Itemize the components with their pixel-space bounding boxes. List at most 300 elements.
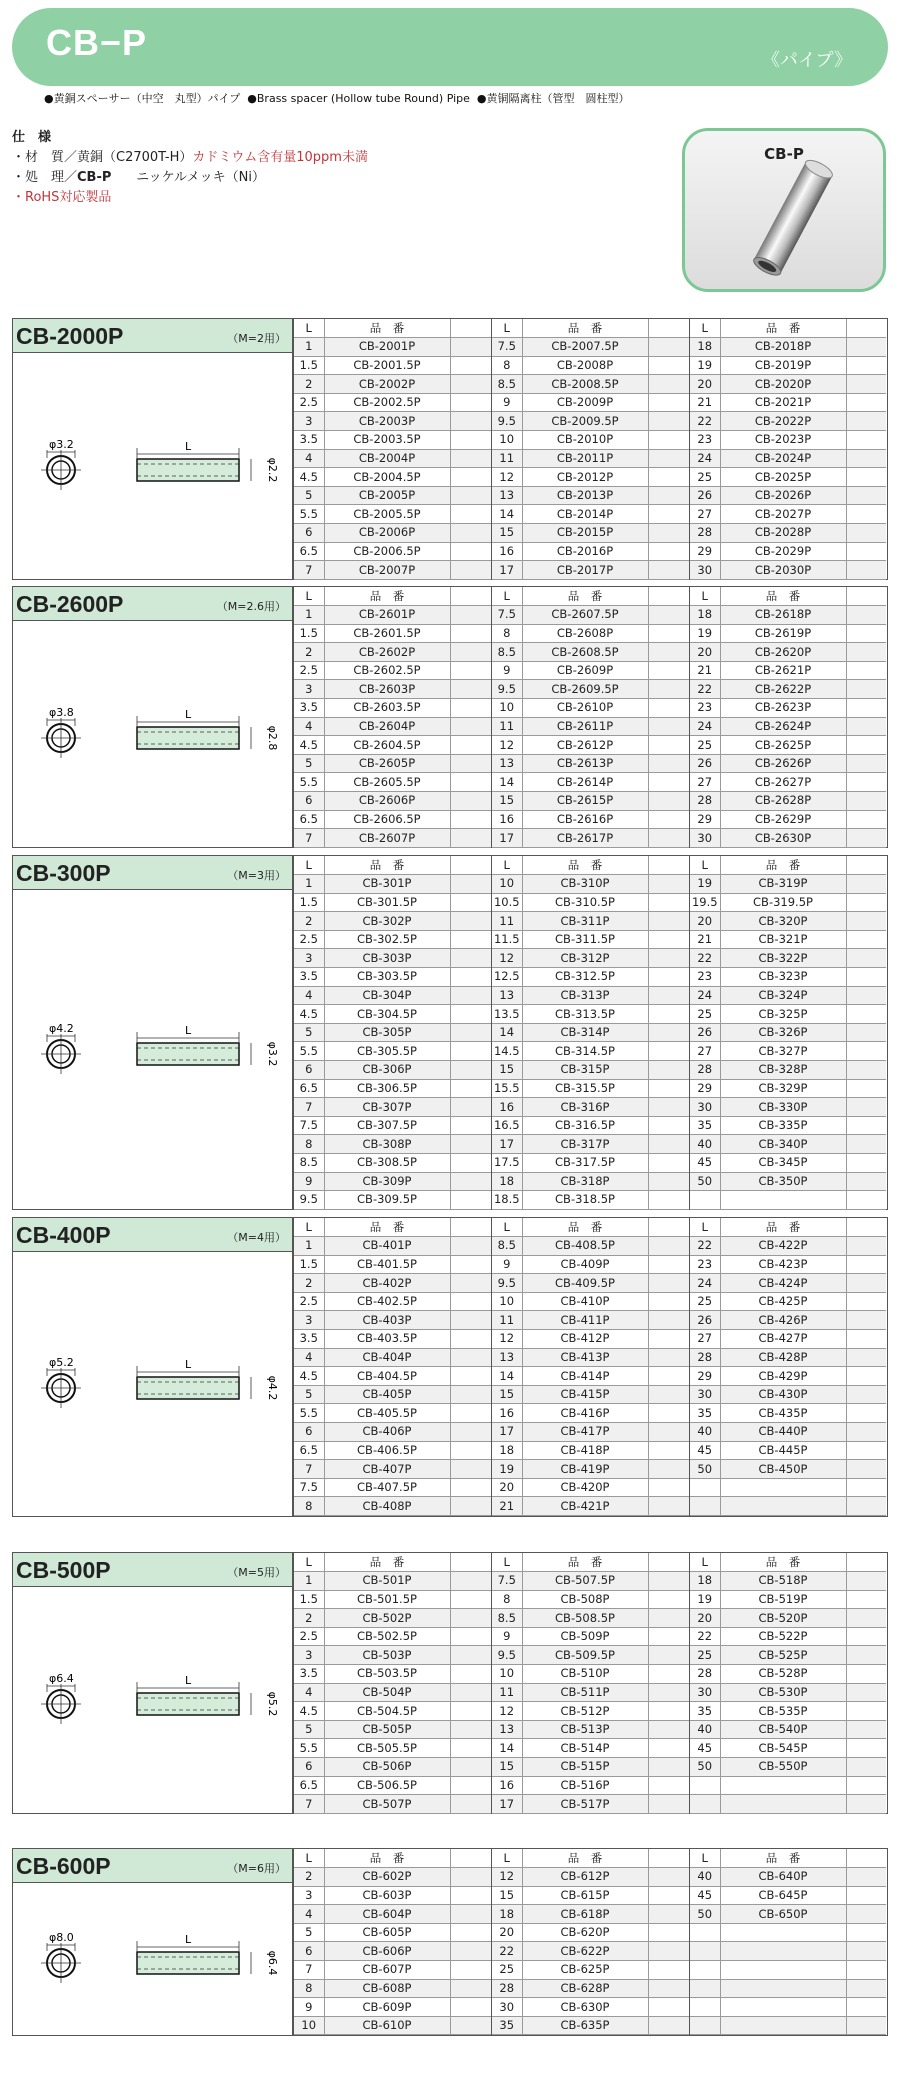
table-row: [294, 1665, 491, 1684]
part-number-cell: CB-2623P: [720, 699, 846, 718]
length-cell: 14: [492, 1023, 522, 1042]
part-number-cell: CB-504P: [324, 1683, 450, 1702]
part-number-cell: CB-301.5P: [324, 893, 450, 912]
blank-cell: [846, 1979, 886, 1998]
length-cell: 13.5: [492, 1005, 522, 1024]
col-header-empty: [648, 1218, 689, 1237]
blank-cell: [450, 1385, 491, 1404]
blank-cell: [648, 375, 689, 394]
col-header-empty: [846, 1218, 886, 1237]
length-cell: 2: [294, 375, 324, 394]
part-number-cell: CB-408.5P: [522, 1237, 648, 1256]
material-label: ・材 質／黄銅（C2700T-H）: [12, 150, 193, 165]
length-cell: 14: [492, 773, 522, 792]
length-cell: 8: [492, 356, 522, 375]
length-cell: 23: [690, 968, 720, 987]
table-row: [690, 393, 886, 412]
part-number-cell: CB-2025P: [720, 468, 846, 487]
blank-cell: [648, 1758, 689, 1777]
col-header-l: L: [690, 1849, 720, 1868]
table-row: [294, 661, 491, 680]
blank-cell: [846, 736, 886, 755]
blank-cell: [450, 1739, 491, 1758]
length-cell: 40: [690, 1868, 720, 1887]
length-cell: 11: [492, 449, 522, 468]
part-number-cell: CB-304P: [324, 986, 450, 1005]
part-number-cell: CB-403P: [324, 1311, 450, 1330]
part-number-cell: CB-325P: [720, 1005, 846, 1024]
blank-cell: [450, 1497, 491, 1516]
length-cell: 21: [492, 1497, 522, 1516]
table-row: [690, 1116, 886, 1135]
part-number-cell: CB-2009.5P: [522, 412, 648, 431]
blank-cell: [648, 1172, 689, 1191]
table-row: [492, 375, 689, 394]
part-number-cell: CB-440P: [720, 1423, 846, 1442]
section-header: [13, 1849, 292, 1883]
table-row: [492, 930, 689, 949]
part-number-cell: CB-2617P: [522, 829, 648, 848]
col-header-l: L: [492, 587, 522, 606]
table-row: [690, 1154, 886, 1173]
blank-cell: [648, 1098, 689, 1117]
pipe-side-view: [137, 727, 239, 749]
blank-cell: [450, 680, 491, 699]
length-cell: 26: [690, 1023, 720, 1042]
length-cell: 6: [294, 524, 324, 543]
table-row: [294, 1979, 491, 1998]
part-number-cell: [720, 1776, 846, 1795]
part-number-cell: CB-2012P: [522, 468, 648, 487]
blank-cell: [846, 1116, 886, 1135]
blank-cell: [846, 1154, 886, 1173]
part-number-cell: CB-430P: [720, 1385, 846, 1404]
blank-cell: [450, 1423, 491, 1442]
part-number-cell: CB-628P: [522, 1979, 648, 1998]
blank-cell: [846, 1441, 886, 1460]
part-number-cell: CB-316.5P: [522, 1116, 648, 1135]
table-row: [690, 1274, 886, 1293]
table-row: [294, 1005, 491, 1024]
length-cell: 2: [294, 1868, 324, 1887]
blank-cell: [846, 1609, 886, 1628]
table-row: [294, 949, 491, 968]
table-group: [293, 587, 491, 847]
table-row: [690, 338, 886, 357]
blank-cell: [846, 1646, 886, 1665]
table-row: [294, 1441, 491, 1460]
table-row: [294, 1572, 491, 1591]
length-cell: 9.5: [492, 1274, 522, 1293]
part-number-cell: CB-306P: [324, 1061, 450, 1080]
length-cell: 5: [294, 1923, 324, 1942]
table-row: [294, 1961, 491, 1980]
table-row: [690, 356, 886, 375]
table-row: [294, 561, 491, 580]
table-row: [690, 1572, 886, 1591]
table-row: [492, 1942, 689, 1961]
length-cell: 27: [690, 1042, 720, 1061]
col-header-part: 品 番: [720, 1553, 846, 1572]
part-number-cell: CB-2023P: [720, 431, 846, 450]
blank-cell: [648, 1720, 689, 1739]
table-row: [294, 1255, 491, 1274]
blank-cell: [846, 1961, 886, 1980]
table-row: [690, 449, 886, 468]
length-cell: 5.5: [294, 773, 324, 792]
inner-diameter-label: φ5.2: [266, 1691, 279, 1717]
part-number-cell: CB-540P: [720, 1720, 846, 1739]
blank-cell: [450, 968, 491, 987]
section-name: CB-2600P: [16, 591, 124, 617]
table-row: [294, 375, 491, 394]
table-row: [690, 1627, 886, 1646]
length-cell: 50: [690, 1460, 720, 1479]
part-number-cell: CB-303.5P: [324, 968, 450, 987]
table-row: [690, 680, 886, 699]
blank-cell: [846, 1098, 886, 1117]
table-row: [294, 356, 491, 375]
part-number-cell: CB-512P: [522, 1702, 648, 1721]
length-cell: 8.5: [492, 375, 522, 394]
length-cell: 7.5: [294, 1478, 324, 1497]
length-cell: 1.5: [294, 893, 324, 912]
blank-cell: [648, 1255, 689, 1274]
blank-cell: [846, 754, 886, 773]
table-group: [491, 1849, 689, 2035]
length-cell: 15: [492, 1886, 522, 1905]
table-row: [294, 717, 491, 736]
blank-cell: [846, 949, 886, 968]
length-cell: 3: [294, 412, 324, 431]
length-cell: 5.5: [294, 1042, 324, 1061]
length-cell: 14: [492, 1739, 522, 1758]
table-row: [690, 1923, 886, 1942]
length-cell: 19: [690, 356, 720, 375]
dimension-drawing: [13, 890, 292, 1209]
spec-section: [12, 1217, 888, 1517]
length-cell: 7: [294, 829, 324, 848]
length-cell: 4: [294, 717, 324, 736]
blank-cell: [450, 1776, 491, 1795]
blank-cell: [846, 792, 886, 811]
inner-diameter-label: φ4.2: [266, 1375, 279, 1401]
table-row: [690, 1191, 886, 1210]
table-row: [492, 561, 689, 580]
part-number-cell: CB-321P: [720, 930, 846, 949]
length-cell: 5: [294, 1720, 324, 1739]
length-cell: 8: [492, 624, 522, 643]
part-number-cell: CB-2615P: [522, 792, 648, 811]
blank-cell: [648, 717, 689, 736]
blank-cell: [846, 375, 886, 394]
length-cell: 4: [294, 449, 324, 468]
length-cell: 19: [690, 1590, 720, 1609]
dimension-drawing: [13, 1883, 292, 2035]
table-row: [294, 431, 491, 450]
part-number-cell: CB-305.5P: [324, 1042, 450, 1061]
blank-cell: [450, 1135, 491, 1154]
part-number-cell: CB-410P: [522, 1292, 648, 1311]
length-cell: 18: [492, 1172, 522, 1191]
table-row: [294, 1942, 491, 1961]
length-cell: 7: [294, 1795, 324, 1814]
part-number-cell: CB-303P: [324, 949, 450, 968]
blank-cell: [450, 792, 491, 811]
blank-cell: [450, 810, 491, 829]
pipe-side-view: [137, 1043, 239, 1065]
col-header-empty: [450, 1218, 491, 1237]
table-row: [492, 717, 689, 736]
part-number-cell: CB-322P: [720, 949, 846, 968]
table-row: [690, 1478, 886, 1497]
part-number-cell: CB-2016P: [522, 542, 648, 561]
col-header-part: 品 番: [522, 856, 648, 875]
blank-cell: [450, 717, 491, 736]
part-number-cell: CB-422P: [720, 1237, 846, 1256]
length-cell: 9: [492, 1255, 522, 1274]
table-row: [492, 1191, 689, 1210]
length-cell: 26: [690, 754, 720, 773]
length-cell: [690, 1497, 720, 1516]
pipe-side-view: [137, 459, 239, 481]
table-row: [294, 1497, 491, 1516]
part-number-cell: CB-406.5P: [324, 1441, 450, 1460]
table-row: [492, 754, 689, 773]
part-number-cell: CB-418P: [522, 1441, 648, 1460]
dimension-drawing-svg: [13, 1587, 293, 1813]
length-cell: 25: [690, 736, 720, 755]
blank-cell: [648, 912, 689, 931]
part-number-cell: CB-301P: [324, 875, 450, 894]
length-cell: 6.5: [294, 1079, 324, 1098]
section-header: [13, 856, 292, 890]
part-number-cell: CB-2028P: [720, 524, 846, 543]
blank-cell: [450, 1460, 491, 1479]
blank-cell: [846, 773, 886, 792]
col-header-empty: [450, 319, 491, 338]
part-number-cell: CB-2011P: [522, 449, 648, 468]
length-cell: 27: [690, 505, 720, 524]
part-number-cell: CB-2007P: [324, 561, 450, 580]
table-row: [294, 1423, 491, 1442]
table-group: [689, 1849, 886, 2035]
part-number-cell: CB-506.5P: [324, 1776, 450, 1795]
blank-cell: [450, 699, 491, 718]
length-cell: 45: [690, 1154, 720, 1173]
part-number-cell: CB-530P: [720, 1683, 846, 1702]
blank-cell: [846, 1590, 886, 1609]
col-header-empty: [648, 856, 689, 875]
length-cell: 3: [294, 680, 324, 699]
part-number-cell: CB-2006.5P: [324, 542, 450, 561]
part-number-cell: CB-2607.5P: [522, 606, 648, 625]
length-cell: 1: [294, 1237, 324, 1256]
part-number-cell: CB-2608.5P: [522, 643, 648, 662]
table-row: [294, 1646, 491, 1665]
table-row: [492, 1702, 689, 1721]
table-row: [690, 624, 886, 643]
table-row: [294, 606, 491, 625]
blank-cell: [648, 986, 689, 1005]
table-row: [690, 1609, 886, 1628]
part-number-cell: CB-620P: [522, 1923, 648, 1942]
blank-cell: [450, 412, 491, 431]
table-row: [492, 1255, 689, 1274]
part-number-cell: CB-323P: [720, 968, 846, 987]
part-number-cell: CB-307P: [324, 1098, 450, 1117]
part-number-cell: CB-307.5P: [324, 1116, 450, 1135]
treatment-value: ニッケルメッキ（Ni）: [136, 170, 265, 185]
table-row: [690, 1023, 886, 1042]
description-cn: ●黄铜隔离柱（管型 圆柱型）: [476, 92, 630, 105]
outer-diameter-label: φ4.2: [49, 1022, 74, 1035]
part-number-cell: CB-415P: [522, 1385, 648, 1404]
part-number-cell: CB-2605P: [324, 754, 450, 773]
treatment-code: CB-P: [77, 170, 112, 185]
length-cell: 7: [294, 561, 324, 580]
table-row: [294, 1172, 491, 1191]
blank-cell: [846, 468, 886, 487]
part-number-cell: CB-403.5P: [324, 1330, 450, 1349]
length-cell: 4: [294, 1683, 324, 1702]
table-row: [294, 1348, 491, 1367]
table-row: [690, 1005, 886, 1024]
blank-cell: [846, 699, 886, 718]
part-number-cell: CB-308.5P: [324, 1154, 450, 1173]
blank-cell: [450, 1665, 491, 1684]
blank-cell: [846, 561, 886, 580]
blank-cell: [846, 542, 886, 561]
part-number-cell: CB-302.5P: [324, 930, 450, 949]
blank-cell: [846, 893, 886, 912]
part-number-cell: CB-610P: [324, 2016, 450, 2035]
length-cell: 45: [690, 1739, 720, 1758]
part-number-cell: CB-650P: [720, 1905, 846, 1924]
table-row: [690, 1292, 886, 1311]
table-row: [690, 1776, 886, 1795]
part-number-cell: [720, 1923, 846, 1942]
part-number-cell: CB-413P: [522, 1348, 648, 1367]
spec-section: [12, 1848, 888, 2036]
part-number-cell: CB-2014P: [522, 505, 648, 524]
pipe-side-view: [137, 1952, 239, 1974]
table-row: [294, 1609, 491, 1628]
length-cell: 6.5: [294, 542, 324, 561]
table-row: [690, 1942, 886, 1961]
part-number-cell: CB-414P: [522, 1367, 648, 1386]
table-row: [492, 1005, 689, 1024]
length-cell: [690, 1961, 720, 1980]
table-row: [492, 1154, 689, 1173]
table-row: [492, 829, 689, 848]
part-number-cell: CB-319P: [720, 875, 846, 894]
table-row: [492, 1683, 689, 1702]
blank-cell: [450, 1005, 491, 1024]
blank-cell: [846, 524, 886, 543]
length-label: L: [185, 708, 192, 721]
part-number-cell: CB-2003P: [324, 412, 450, 431]
blank-cell: [648, 431, 689, 450]
table-group: [491, 1218, 689, 1516]
length-cell: 9.5: [492, 412, 522, 431]
table-row: [294, 1478, 491, 1497]
length-cell: 20: [690, 375, 720, 394]
table-row: [294, 1460, 491, 1479]
blank-cell: [450, 1367, 491, 1386]
blank-cell: [846, 1795, 886, 1814]
length-cell: 12: [492, 736, 522, 755]
table-row: [294, 412, 491, 431]
length-cell: 30: [690, 1683, 720, 1702]
part-number-cell: CB-404P: [324, 1348, 450, 1367]
part-number-cell: CB-2628P: [720, 792, 846, 811]
part-number-cell: CB-501P: [324, 1572, 450, 1591]
part-number-cell: CB-305P: [324, 1023, 450, 1042]
blank-cell: [648, 1023, 689, 1042]
part-number-cell: CB-327P: [720, 1042, 846, 1061]
table-row: [492, 486, 689, 505]
blank-cell: [846, 912, 886, 931]
length-cell: 15: [492, 1061, 522, 1080]
part-number-cell: CB-416P: [522, 1404, 648, 1423]
part-number-cell: CB-2027P: [720, 505, 846, 524]
blank-cell: [450, 1609, 491, 1628]
table-group: [689, 587, 886, 847]
length-cell: 17: [492, 1795, 522, 1814]
table-row: [492, 542, 689, 561]
table-row: [294, 1098, 491, 1117]
part-number-cell: CB-2004.5P: [324, 468, 450, 487]
col-header-l: L: [492, 856, 522, 875]
table-row: [492, 1979, 689, 1998]
col-header-empty: [648, 1553, 689, 1572]
length-cell: 15.5: [492, 1079, 522, 1098]
part-number-cell: CB-608P: [324, 1979, 450, 1998]
table-row: [690, 875, 886, 894]
part-number-cell: [720, 2016, 846, 2035]
table-row: [492, 773, 689, 792]
length-cell: 2.5: [294, 1292, 324, 1311]
inner-diameter-label: φ2.8: [266, 725, 279, 751]
table-row: [690, 1739, 886, 1758]
table-row: [690, 986, 886, 1005]
blank-cell: [648, 1497, 689, 1516]
part-number-cell: CB-2611P: [522, 717, 648, 736]
blank-cell: [846, 393, 886, 412]
length-cell: 13: [492, 1348, 522, 1367]
table-group: [689, 319, 886, 579]
length-cell: 25: [690, 1292, 720, 1311]
table-group: [689, 856, 886, 1209]
blank-cell: [648, 468, 689, 487]
length-cell: 8: [294, 1135, 324, 1154]
part-number-cell: CB-314.5P: [522, 1042, 648, 1061]
length-cell: 2.5: [294, 661, 324, 680]
dimension-drawing-svg: [13, 1252, 293, 1516]
length-cell: 9: [492, 1627, 522, 1646]
blank-cell: [846, 1905, 886, 1924]
table-row: [294, 699, 491, 718]
part-number-cell: [720, 1942, 846, 1961]
length-cell: 4.5: [294, 736, 324, 755]
section-info: [13, 856, 293, 1209]
section-info: [13, 587, 293, 847]
pipe-side-view: [137, 1693, 239, 1715]
table-row: [294, 1292, 491, 1311]
blank-cell: [648, 1702, 689, 1721]
part-number-cell: CB-404.5P: [324, 1367, 450, 1386]
